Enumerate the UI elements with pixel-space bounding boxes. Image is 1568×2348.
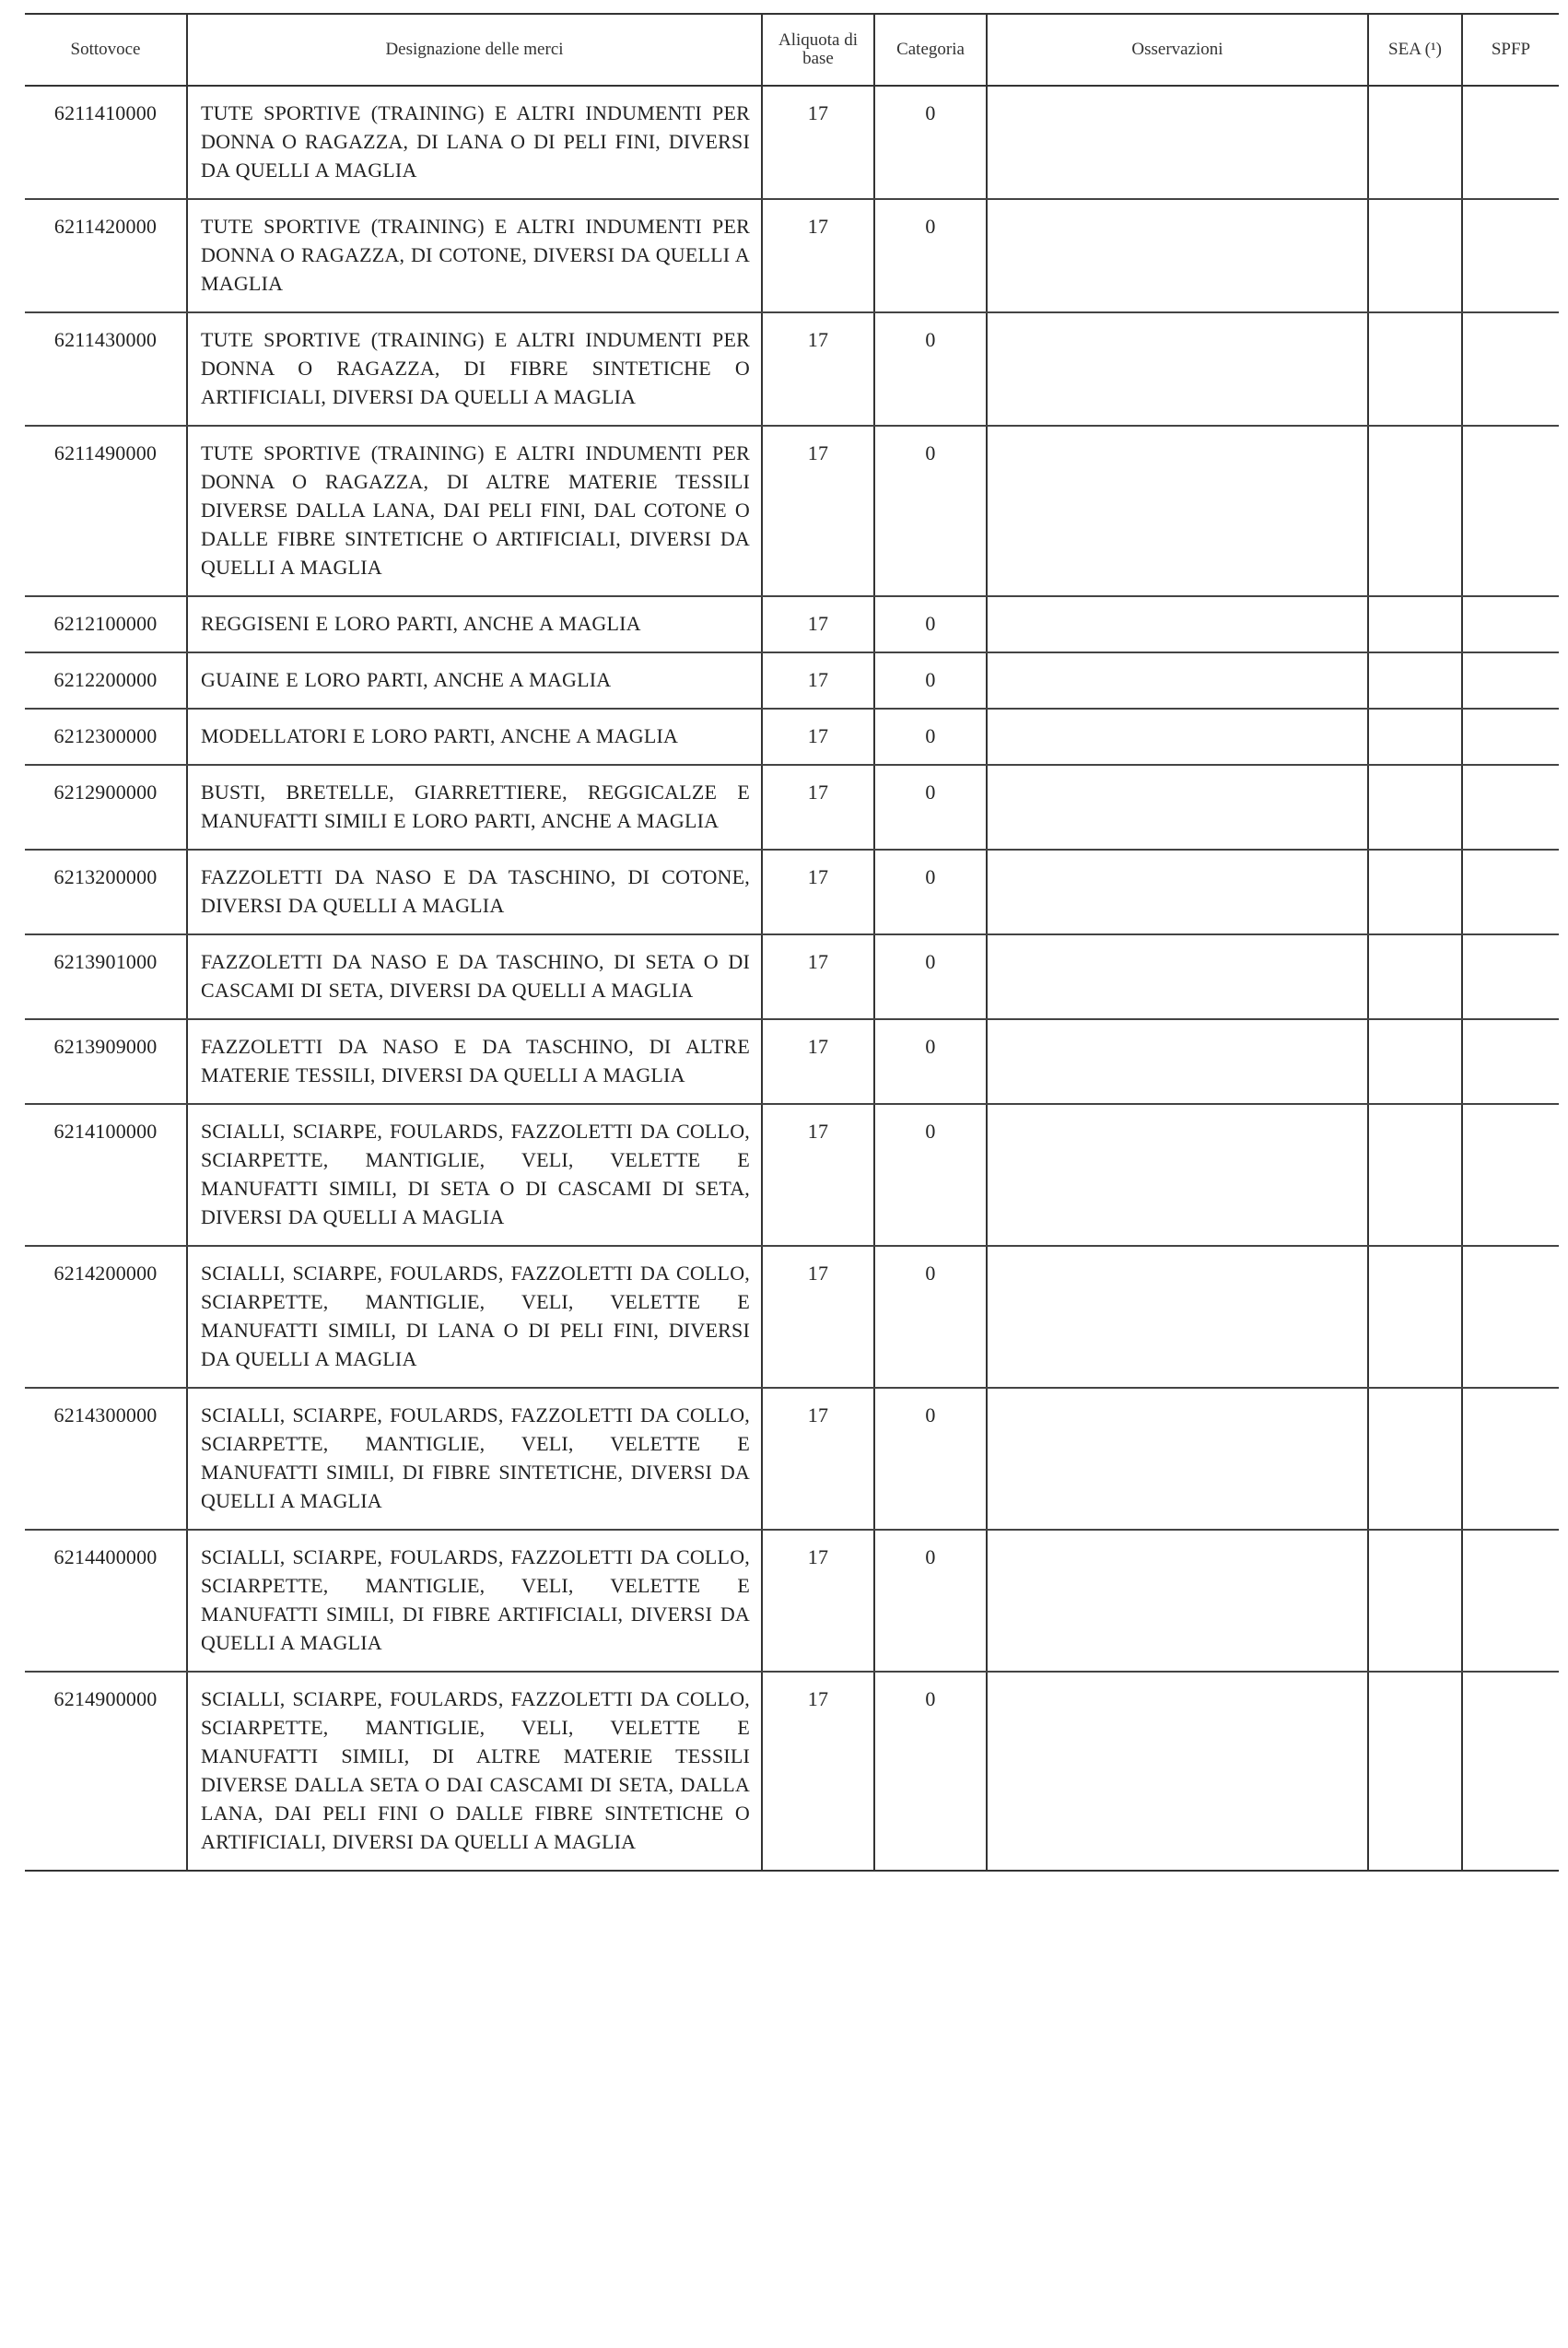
cell-sea: [1368, 850, 1462, 934]
cell-observations: [987, 426, 1368, 596]
table-row: [25, 596, 1559, 652]
cell-category: 0: [874, 426, 987, 596]
cell-description: TUTE SPORTIVE (TRAINING) E ALTRI INDUMENTI PER DONNA O RAGAZZA, DI ALTRE MATERIE TESSILI DIVERSE DALLA LANA, DAI PELI FINI, DAL COTONE O DALLE FIBRE SINTETICHE O ARTIFICIALI, DIVERSI DA QUELLI A MAGLIA: [187, 426, 762, 596]
cell-category: 0: [874, 934, 987, 1019]
cell-rate: 17: [762, 1388, 874, 1530]
cell-spfp: [1462, 86, 1559, 199]
cell-description: TUTE SPORTIVE (TRAINING) E ALTRI INDUMENTI PER DONNA O RAGAZZA, DI LANA O DI PELI FINI, DIVERSI DA QUELLI A MAGLIA: [187, 86, 762, 199]
cell-spfp: [1462, 199, 1559, 312]
table-row: [25, 850, 1559, 934]
cell-category: 0: [874, 1388, 987, 1530]
cell-spfp: [1462, 426, 1559, 596]
cell-rate: 17: [762, 596, 874, 652]
cell-observations: [987, 1104, 1368, 1246]
cell-code: 6214900000: [25, 1672, 187, 1871]
header-spfp: SPFP: [1462, 14, 1559, 86]
cell-code: 6212100000: [25, 596, 187, 652]
cell-sea: [1368, 1104, 1462, 1246]
cell-rate: 17: [762, 1019, 874, 1104]
cell-category: 0: [874, 652, 987, 709]
cell-sea: [1368, 1388, 1462, 1530]
cell-description: SCIALLI, SCIARPE, FOULARDS, FAZZOLETTI DA COLLO, SCIARPETTE, MANTIGLIE, VELI, VELETTE E MANUFATTI SIMILI, DI LANA O DI PELI FINI, DIVERSI DA QUELLI A MAGLIA: [187, 1246, 762, 1388]
cell-description: TUTE SPORTIVE (TRAINING) E ALTRI INDUMENTI PER DONNA O RAGAZZA, DI COTONE, DIVERSI DA QUELLI A MAGLIA: [187, 199, 762, 312]
cell-observations: [987, 850, 1368, 934]
cell-code: 6211430000: [25, 312, 187, 426]
cell-sea: [1368, 312, 1462, 426]
cell-observations: [987, 709, 1368, 765]
cell-sea: [1368, 765, 1462, 850]
cell-spfp: [1462, 312, 1559, 426]
table-row: [25, 426, 1559, 596]
table-row: [25, 1388, 1559, 1530]
table-row: [25, 934, 1559, 1019]
cell-code: 6212300000: [25, 709, 187, 765]
cell-observations: [987, 199, 1368, 312]
table-row: [25, 765, 1559, 850]
cell-observations: [987, 1672, 1368, 1871]
cell-code: 6213901000: [25, 934, 187, 1019]
cell-description: TUTE SPORTIVE (TRAINING) E ALTRI INDUMENTI PER DONNA O RAGAZZA, DI FIBRE SINTETICHE O ARTIFICIALI, DIVERSI DA QUELLI A MAGLIA: [187, 312, 762, 426]
table-row: [25, 652, 1559, 709]
tariff-page: [25, 13, 1559, 1872]
table-row: [25, 1104, 1559, 1246]
cell-description: GUAINE E LORO PARTI, ANCHE A MAGLIA: [187, 652, 762, 709]
cell-category: 0: [874, 312, 987, 426]
cell-sea: [1368, 596, 1462, 652]
cell-category: 0: [874, 1672, 987, 1871]
cell-spfp: [1462, 934, 1559, 1019]
cell-description: SCIALLI, SCIARPE, FOULARDS, FAZZOLETTI DA COLLO, SCIARPETTE, MANTIGLIE, VELI, VELETTE E MANUFATTI SIMILI, DI FIBRE SINTETICHE, DIVERSI DA QUELLI A MAGLIA: [187, 1388, 762, 1530]
cell-category: 0: [874, 1019, 987, 1104]
cell-rate: 17: [762, 850, 874, 934]
cell-sea: [1368, 934, 1462, 1019]
cell-code: 6213909000: [25, 1019, 187, 1104]
table-row: [25, 1019, 1559, 1104]
cell-code: 6213200000: [25, 850, 187, 934]
cell-rate: 17: [762, 312, 874, 426]
cell-description: SCIALLI, SCIARPE, FOULARDS, FAZZOLETTI DA COLLO, SCIARPETTE, MANTIGLIE, VELI, VELETTE E MANUFATTI SIMILI, DI SETA O DI CASCAMI DI SETA, DIVERSI DA QUELLI A MAGLIA: [187, 1104, 762, 1246]
cell-spfp: [1462, 1530, 1559, 1672]
cell-description: SCIALLI, SCIARPE, FOULARDS, FAZZOLETTI DA COLLO, SCIARPETTE, MANTIGLIE, VELI, VELETTE E MANUFATTI SIMILI, DI ALTRE MATERIE TESSILI DIVERSE DALLA SETA O DAI CASCAMI DI SETA, DALLA LANA, DAI PELI FINI O DALLE FIBRE SINTETICHE O ARTIFICIALI, DIVERSI DA QUELLI A MAGLIA: [187, 1672, 762, 1871]
cell-sea: [1368, 1246, 1462, 1388]
cell-observations: [987, 86, 1368, 199]
header-rate: Aliquota di base: [762, 14, 874, 86]
cell-category: 0: [874, 1530, 987, 1672]
table-row: [25, 1672, 1559, 1871]
header-sea: SEA (¹): [1368, 14, 1462, 86]
cell-sea: [1368, 709, 1462, 765]
cell-category: 0: [874, 86, 987, 199]
cell-spfp: [1462, 652, 1559, 709]
cell-code: 6214200000: [25, 1246, 187, 1388]
table-row: [25, 1246, 1559, 1388]
cell-spfp: [1462, 1672, 1559, 1871]
cell-code: 6211490000: [25, 426, 187, 596]
cell-rate: 17: [762, 199, 874, 312]
cell-spfp: [1462, 1246, 1559, 1388]
cell-sea: [1368, 426, 1462, 596]
table-row: [25, 1530, 1559, 1672]
cell-rate: 17: [762, 1104, 874, 1246]
cell-rate: 17: [762, 765, 874, 850]
cell-code: 6214400000: [25, 1530, 187, 1672]
cell-rate: 17: [762, 709, 874, 765]
cell-rate: 17: [762, 652, 874, 709]
cell-spfp: [1462, 765, 1559, 850]
cell-category: 0: [874, 1104, 987, 1246]
cell-observations: [987, 596, 1368, 652]
cell-code: 6212200000: [25, 652, 187, 709]
header-description: Designazione delle merci: [187, 14, 762, 86]
cell-category: 0: [874, 765, 987, 850]
cell-observations: [987, 1530, 1368, 1672]
cell-spfp: [1462, 596, 1559, 652]
cell-description: FAZZOLETTI DA NASO E DA TASCHINO, DI SETA O DI CASCAMI DI SETA, DIVERSI DA QUELLI A MAGLIA: [187, 934, 762, 1019]
cell-description: FAZZOLETTI DA NASO E DA TASCHINO, DI COTONE, DIVERSI DA QUELLI A MAGLIA: [187, 850, 762, 934]
cell-sea: [1368, 1672, 1462, 1871]
cell-description: REGGISENI E LORO PARTI, ANCHE A MAGLIA: [187, 596, 762, 652]
cell-observations: [987, 1246, 1368, 1388]
cell-sea: [1368, 652, 1462, 709]
cell-code: 6214300000: [25, 1388, 187, 1530]
header-category: Categoria: [874, 14, 987, 86]
table-header: [25, 14, 1559, 86]
cell-observations: [987, 1388, 1368, 1530]
table-body: [25, 86, 1559, 1871]
table-row: [25, 312, 1559, 426]
cell-rate: 17: [762, 1246, 874, 1388]
table-row: [25, 86, 1559, 199]
cell-sea: [1368, 199, 1462, 312]
cell-category: 0: [874, 709, 987, 765]
cell-rate: 17: [762, 934, 874, 1019]
cell-description: MODELLATORI E LORO PARTI, ANCHE A MAGLIA: [187, 709, 762, 765]
cell-code: 6211410000: [25, 86, 187, 199]
cell-sea: [1368, 86, 1462, 199]
cell-observations: [987, 934, 1368, 1019]
cell-spfp: [1462, 850, 1559, 934]
cell-rate: 17: [762, 1530, 874, 1672]
cell-observations: [987, 765, 1368, 850]
cell-spfp: [1462, 1104, 1559, 1246]
cell-rate: 17: [762, 426, 874, 596]
cell-category: 0: [874, 596, 987, 652]
cell-sea: [1368, 1019, 1462, 1104]
cell-description: FAZZOLETTI DA NASO E DA TASCHINO, DI ALTRE MATERIE TESSILI, DIVERSI DA QUELLI A MAGLIA: [187, 1019, 762, 1104]
cell-category: 0: [874, 1246, 987, 1388]
header-row: [25, 14, 1559, 86]
cell-spfp: [1462, 709, 1559, 765]
cell-observations: [987, 312, 1368, 426]
cell-rate: 17: [762, 86, 874, 199]
header-observations: Osservazioni: [987, 14, 1368, 86]
table-row: [25, 709, 1559, 765]
cell-code: 6211420000: [25, 199, 187, 312]
cell-code: 6214100000: [25, 1104, 187, 1246]
cell-observations: [987, 1019, 1368, 1104]
cell-category: 0: [874, 199, 987, 312]
cell-spfp: [1462, 1019, 1559, 1104]
table-row: [25, 199, 1559, 312]
cell-spfp: [1462, 1388, 1559, 1530]
header-code: Sottovoce: [25, 14, 187, 86]
cell-description: BUSTI, BRETELLE, GIARRETTIERE, REGGICALZE E MANUFATTI SIMILI E LORO PARTI, ANCHE A MAGLIA: [187, 765, 762, 850]
cell-rate: 17: [762, 1672, 874, 1871]
cell-observations: [987, 652, 1368, 709]
cell-code: 6212900000: [25, 765, 187, 850]
cell-description: SCIALLI, SCIARPE, FOULARDS, FAZZOLETTI DA COLLO, SCIARPETTE, MANTIGLIE, VELI, VELETTE E MANUFATTI SIMILI, DI FIBRE ARTIFICIALI, DIVERSI DA QUELLI A MAGLIA: [187, 1530, 762, 1672]
cell-sea: [1368, 1530, 1462, 1672]
cell-category: 0: [874, 850, 987, 934]
tariff-table: [25, 13, 1559, 1872]
